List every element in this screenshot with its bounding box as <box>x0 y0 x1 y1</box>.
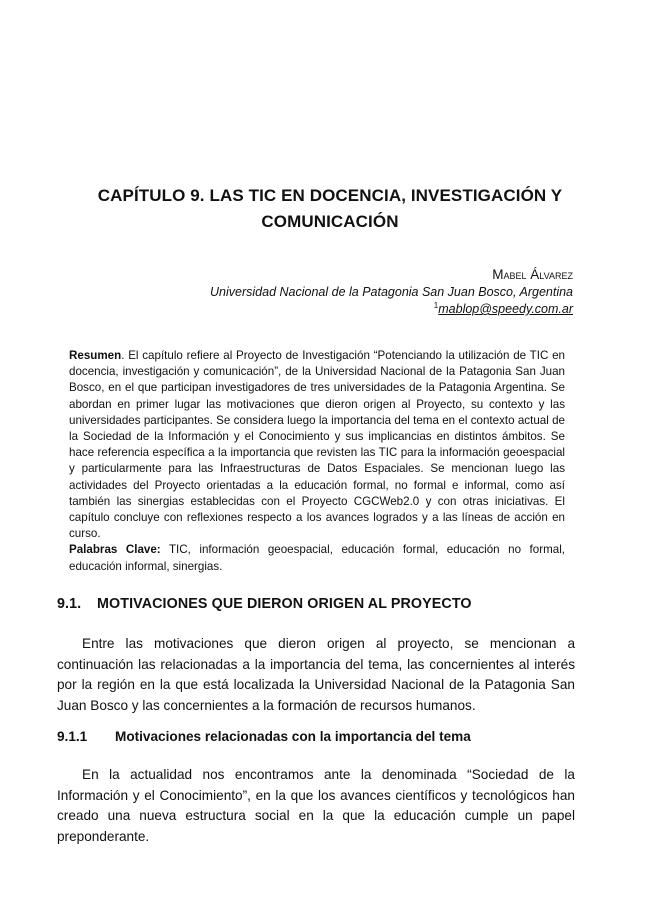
keywords-label: Palabras Clave: <box>69 543 161 557</box>
subsection-title: Motivaciones relacionadas con la importancia del tema <box>115 729 471 744</box>
author-email-line <box>210 301 573 319</box>
subsection-number: 9.1.1 <box>57 729 88 744</box>
author-email-link[interactable]: mablop@speedy.com.ar <box>438 302 573 316</box>
abstract <box>69 348 565 575</box>
section-9-1-1-paragraph: En la actualidad nos encontramos ante la denominada “Sociedad de la Información y el Conocimiento”, en la que los avances científicos y tecnológicos han creado una nueva estructura social en la que la educación cumple un papel preponderante. <box>57 767 575 844</box>
chapter-title-line-1: CAPÍTULO 9. LAS TIC EN DOCENCIA, INVESTIGACIÓN Y <box>97 186 563 205</box>
author-affiliation: Universidad Nacional de la Patagonia San Juan Bosco, Argentina <box>210 284 573 299</box>
abstract-text: . El capítulo refiere al Proyecto de Investigación “Potenciando la utilización de TIC en docencia, investigación y comunicación”, de la Universidad Nacional de la Patagonia San Juan Bosco, en el que participan investigadores de tres universidades de la Patagonia Argentina. Se abordan en primer lugar las motivaciones que dieron origen al Proyecto, su contexto y las universidades participantes. Se considera luego la importancia del tema en el contexto actual de la Sociedad de la Información y el Conocimiento y sus implicancias en distintos ámbitos. Se hace referencia específica a la importancia que revisten las TIC para la información geoespacial y particularmente para las Infraestructuras de Datos Espaciales. Se mencionan luego las actividades del Proyecto orientadas a la educación formal, no formal e informal, como así también las sinergias establecidas con el Proyecto CGCWeb2.0 y con otras iniciativas. El capítulo concluye con reflexiones respecto a los avances logrados y a las líneas de acción en curso. <box>69 349 565 541</box>
subsection-heading-9-1-1 <box>57 729 471 744</box>
abstract-summary <box>69 348 565 542</box>
keywords-text: TIC, información geoespacial, educación formal, educación no formal, educación informal, sinergias. <box>69 543 565 573</box>
author-name: Mabel Álvarez <box>492 267 573 282</box>
section-9-1-paragraph: Entre las motivaciones que dieron origen al proyecto, se mencionan a continuación las relacionadas a la importancia del tema, las concernientes al interés por la región en la que está localizada la Universidad Nacional de la Patagonia San Juan Bosco y las concernientes a la formación de recursos humanos. <box>57 636 575 713</box>
footnote-mark: 1 <box>433 300 439 310</box>
chapter-title <box>60 183 600 235</box>
section-number: 9.1. <box>57 596 82 612</box>
chapter-title-line-2: COMUNICACIÓN <box>261 212 399 231</box>
section-title: MOTIVACIONES QUE DIERON ORIGEN AL PROYECTO <box>97 596 472 612</box>
author-block <box>210 266 573 319</box>
abstract-keywords <box>69 542 565 574</box>
section-heading-9-1 <box>57 596 472 612</box>
abstract-label: Resumen <box>69 349 122 362</box>
